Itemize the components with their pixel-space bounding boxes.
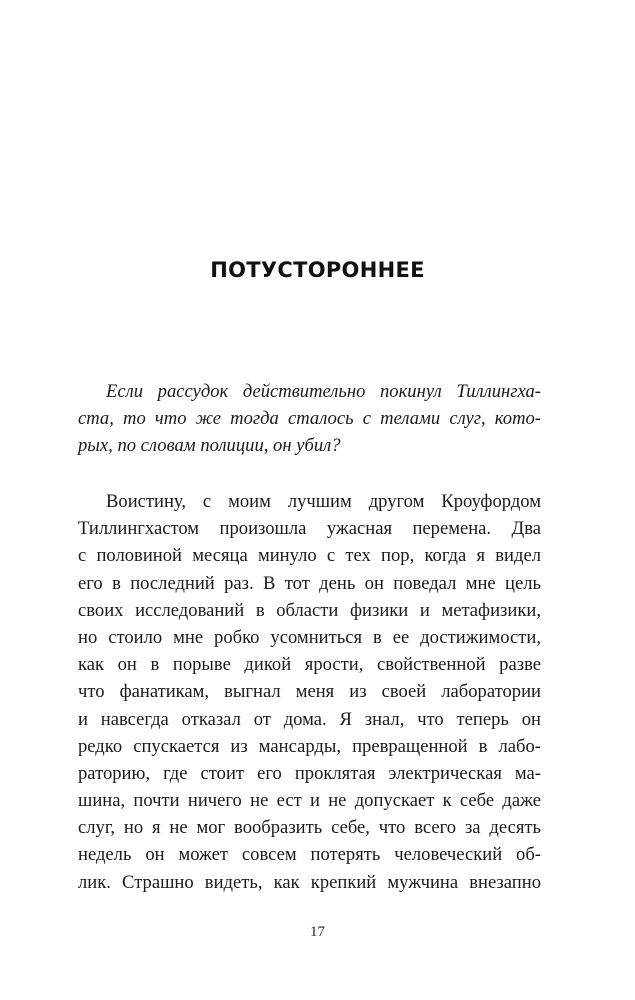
body-line: слуг, но я не мог вообразить себе, что всего за десять (78, 817, 541, 839)
body-line: его в последний раз. В тот день он поведал мне цель (78, 572, 541, 594)
epigraph-line: Если рассудок действительно покинул Тиллингха- (106, 381, 541, 402)
body-line: Тиллингхастом произошла ужасная перемена. Два (78, 518, 541, 540)
body-line: лик. Страшно видеть, как крепкий мужчина внезапно (78, 871, 541, 893)
epigraph-line: рых, по словам полиции, он убил? (78, 435, 341, 457)
body-line: недель он может совсем потерять человеческий об- (78, 844, 541, 866)
body-line: с половиной месяца минуло с тех пор, когда я видел (78, 545, 541, 567)
body-line: что фанатикам, выгнал меня из своей лаборатории (78, 681, 541, 703)
body-paragraph (78, 488, 541, 896)
body-line: но стоило мне робко усомниться в ее достижимости, (78, 626, 541, 648)
page-number: 17 (310, 924, 325, 940)
body-line: своих исследований в области физики и метафизики, (78, 599, 541, 621)
chapter-title: ПОТУСТОРОННЕЕ (210, 258, 425, 282)
epigraph (78, 378, 541, 460)
body-line: Воистину, с моим лучшим другом Кроуфордом (106, 491, 541, 512)
body-line: редко спускается из мансарды, превращенной в лабо- (78, 735, 541, 757)
body-line: раторию, где стоит его проклятая электрическая ма- (78, 762, 541, 784)
body-line: шина, почти ничего не ест и не допускает к себе даже (78, 790, 541, 812)
body-line: и навсегда отказал от дома. Я знал, что теперь он (78, 708, 541, 730)
body-line: как он в порыве дикой ярости, свойственной разве (78, 654, 541, 676)
epigraph-line: ста, то что же тогда сталось с телами слуг, кото- (78, 408, 541, 430)
